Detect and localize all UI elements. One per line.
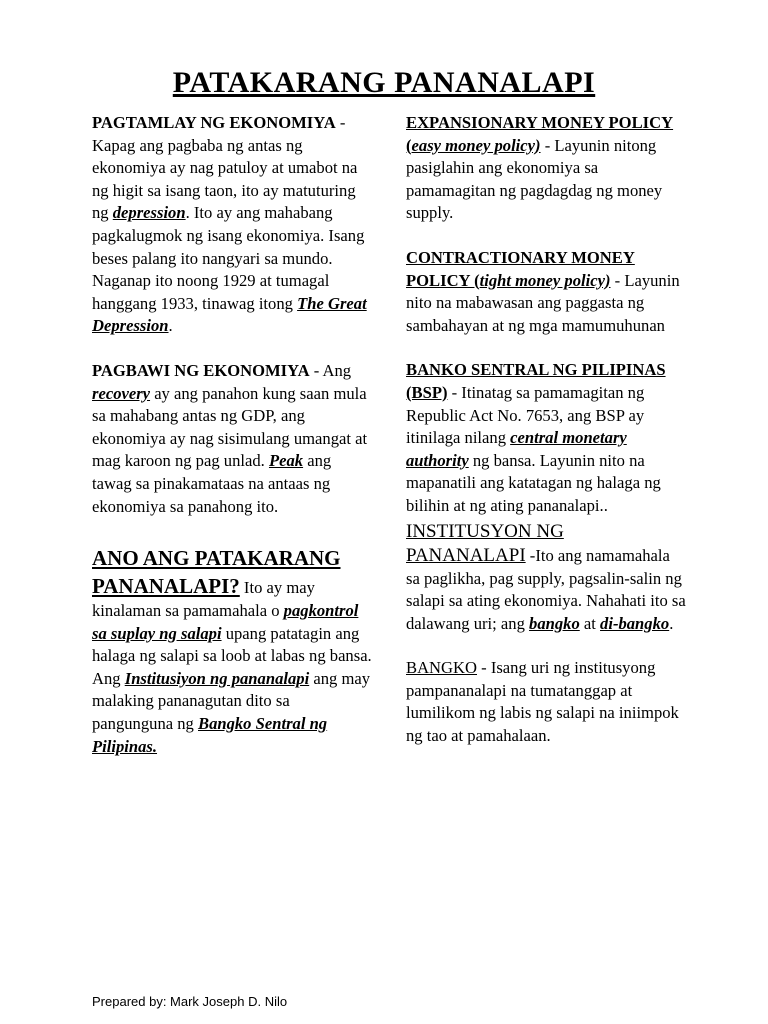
section-text: at <box>579 613 601 633</box>
keyword-central-monetary: central monetary authority <box>406 428 627 470</box>
section-heading: CONTRACTIONARY MONEY POLICY ( <box>406 247 635 290</box>
keyword-recovery: recovery <box>92 383 151 403</box>
section-pagbawi <box>92 360 372 518</box>
section-heading-large: ANO ANG PATAKARANG PANANALAPI? <box>92 546 341 599</box>
section-bsp <box>406 359 686 517</box>
section-text: Ito ay may kinalaman sa pamamahala o <box>92 578 315 621</box>
section-ano-ang <box>92 544 372 758</box>
section-heading-medium: INSTITUSYON NG PANANALAPI <box>406 520 564 566</box>
page-title: PATAKARANG PANANALAPI <box>172 66 596 99</box>
section-text: ang may malaking pananagutan dito sa pangunguna ng <box>92 668 371 734</box>
section-heading: PAGTAMLAY NG EKONOMIYA <box>92 113 336 132</box>
section-text: - Isang uri ng institusyong pampananalapi na tumatanggap at lumilikom ng labis ng salapi na iniimpok ng tao at pamahalaan. <box>406 658 679 746</box>
section-heading: PAGBAWI NG EKONOMIYA <box>92 360 310 380</box>
keyword-peak: Peak <box>268 451 304 471</box>
keyword-great-depression: The Great Depression <box>92 293 367 336</box>
section-text: -Ito ang namamahala sa paglikha, pag supply, pagsalin-salin ng salapi sa ating ekonomiya. Nahahati ito sa dalawang uri; ang <box>406 545 686 633</box>
section-text: . <box>669 613 674 633</box>
keyword-bsp: Bangko Sentral ng Pilipinas. <box>92 714 328 756</box>
left-column <box>92 112 372 758</box>
section-text: - Kapag ang pagbaba ng antas ng ekonomiya ay nag patuloy at umabot na ng higit sa isang taon, ito ay matuturing ng <box>92 113 358 223</box>
right-column <box>406 112 686 748</box>
section-text: - Layunin nitong pasiglahin ang ekonomiya sa pamamagitan ng pagdagdag ng money supply. <box>406 135 663 223</box>
keyword-institusiyon: Institusiyon ng pananalapi <box>124 668 310 688</box>
section-text: ay ang panahon kung saan mula sa mahabang antas ng GDP, ang ekonomiya ay nag sisimulang umangat at mag karoon ng pag unlad. <box>92 383 368 471</box>
section-text: upang patatagin ang halaga ng salapi sa loob at labas ng bansa. Ang <box>92 623 372 688</box>
section-heading: BANKO SENTRAL NG PILIPINAS (BSP) <box>406 360 666 402</box>
keyword-bangko: bangko <box>529 613 580 633</box>
section-text: ng bansa. Layunin nito na mapanatili ang katatagan ng halaga ng bilihin at ng ating pananalapi.. <box>406 450 661 515</box>
section-text: - Ang <box>309 360 352 380</box>
section-pagtamlay <box>92 112 372 338</box>
keyword-depression: depression <box>112 203 186 223</box>
section-text: - Itinatag sa pamamagitan ng Republic Act No. 7653, ang BSP ay itinilaga nilang <box>406 382 645 448</box>
section-heading: EXPANSIONARY MONEY POLICY ( <box>406 113 674 155</box>
keyword-easy-money: easy money policy) <box>411 135 541 155</box>
section-text: . <box>168 316 173 336</box>
section-contractionary <box>406 247 686 337</box>
section-heading: BANGKO <box>406 658 477 678</box>
keyword-tight-money: tight money policy) <box>479 270 611 290</box>
keyword-di-bangko: di-bangko <box>600 613 670 633</box>
keyword-pagkontrol: pagkontrol sa suplay ng salapi <box>92 601 359 643</box>
section-bangko <box>406 657 686 747</box>
section-text: - Layunin nito na mabawasan ang paggasta ng sambahayan at ng mga mamumuhunan <box>406 270 680 335</box>
footer-credit: Prepared by: Mark Joseph D. Nilo <box>92 994 288 1009</box>
section-institusyon <box>406 520 686 636</box>
section-text: . Ito ay ang mahabang pagkalugmok ng isang ekonomiya. Isang beses palang ito nangyari sa mundo. Naganap ito noong 1929 at tumagal hanggang 1933, tinawag itong <box>92 203 365 313</box>
section-expansionary <box>406 112 686 225</box>
section-text: ang tawag sa pinakamataas na antaas ng ekonomiya sa panahong ito. <box>92 451 332 516</box>
